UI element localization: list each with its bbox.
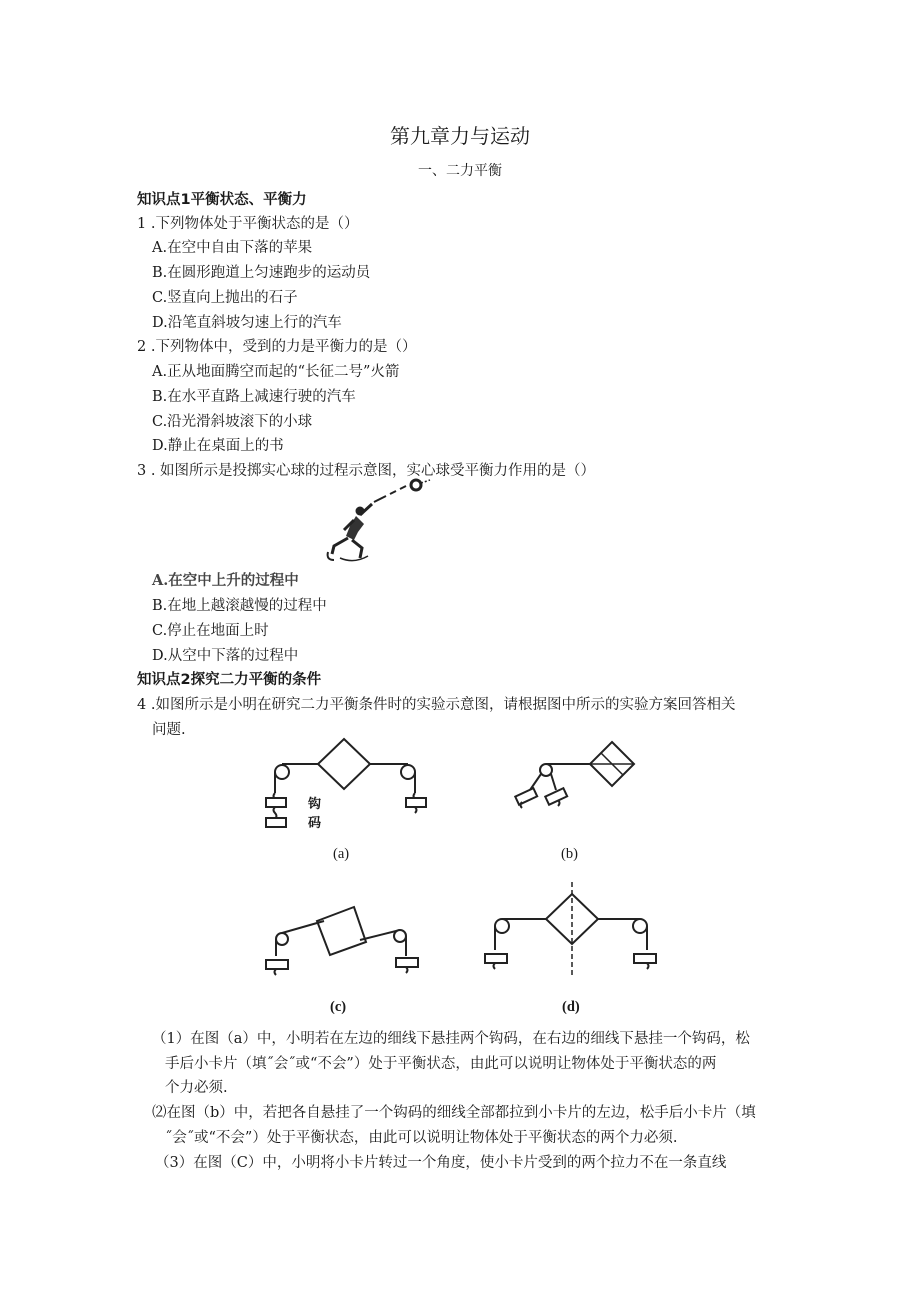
hook-weight-label-2: 码: [308, 816, 322, 831]
q2-option-c: C.沿光滑斜坡滚下的小球: [152, 414, 313, 430]
diagram-d: [480, 880, 670, 980]
shot-put-figure: [320, 474, 440, 566]
q3-option-a: A.在空中上升的过程中: [152, 572, 299, 589]
q1-stem: 1 .下列物体处于平衡状态的是（）: [137, 216, 359, 232]
q2-option-a: A.正从地面腾空而起的“长征二号”火箭: [152, 364, 400, 380]
caption-a: (a): [333, 846, 350, 862]
q4-sub2-line-1: ⑵在图（b）中，若把各自悬挂了一个钩码的细线全部都拉到小卡片的左边，松手后小卡片（填: [152, 1105, 756, 1121]
q2-stem: 2 .下列物体中，受到的力是平衡力的是（）: [137, 339, 417, 355]
q1-option-d: D.沿笔直斜坡匀速上行的汽车: [152, 315, 342, 331]
knowledge-point-1: 知识点1平衡状态、平衡力: [137, 192, 307, 208]
q3-option-d: D.从空中下落的过程中: [152, 648, 299, 664]
knowledge-point-2: 知识点2探究二力平衡的条件: [137, 672, 322, 688]
q3-stem: 3 . 如图所示是投掷实心球的过程示意图，实心球受平衡力作用的是（）: [137, 463, 596, 479]
section-title: 一、二力平衡: [418, 163, 502, 179]
caption-c: (c): [330, 999, 347, 1015]
diagram-b: [508, 738, 638, 818]
q3-option-c: C.停止在地面上时: [152, 623, 269, 639]
q4-stem-line-2: 问题.: [152, 722, 186, 738]
q4-stem-line-1: 4 .如图所示是小明在研究二力平衡条件时的实验示意图，请根据图中所示的实验方案回答相关: [137, 697, 736, 713]
q2-option-d: D.静止在桌面上的书: [152, 438, 284, 454]
q1-option-b: B.在圆形跑道上匀速跑步的运动员: [152, 265, 371, 281]
q4-sub3-line-1: （3）在图（C）中，小明将小卡片转过一个角度，使小卡片受到的两个拉力不在一条直线: [155, 1155, 727, 1171]
q1-option-c: C.竖直向上抛出的石子: [152, 290, 298, 306]
q3-option-b: B.在地上越滚越慢的过程中: [152, 598, 327, 614]
hook-weight-label-1: 钩: [308, 797, 322, 812]
q4-sub2-line-2: ˝会˝或“不会”）处于平衡状态，由此可以说明让物体处于平衡状态的两个力必须.: [165, 1130, 678, 1146]
q4-sub1-line-1: （1）在图（a）中，小明若在左边的细线下悬挂两个钩码，在右边的细线下悬挂一个钩码，松: [152, 1031, 750, 1047]
q4-sub1-line-3: 个力必须.: [165, 1080, 228, 1096]
caption-b: (b): [561, 846, 578, 862]
page-title: 第九章力与运动: [390, 124, 530, 148]
diagram-a: [262, 735, 432, 835]
caption-d: (d): [562, 999, 580, 1015]
diagram-c: [262, 900, 432, 982]
q4-sub1-line-2: 手后小卡片（填˝会˝或“不会”）处于平衡状态，由此可以说明让物体处于平衡状态的两: [165, 1056, 717, 1072]
q1-option-a: A.在空中自由下落的苹果: [152, 240, 313, 256]
q2-option-b: B.在水平直路上减速行驶的汽车: [152, 389, 356, 405]
